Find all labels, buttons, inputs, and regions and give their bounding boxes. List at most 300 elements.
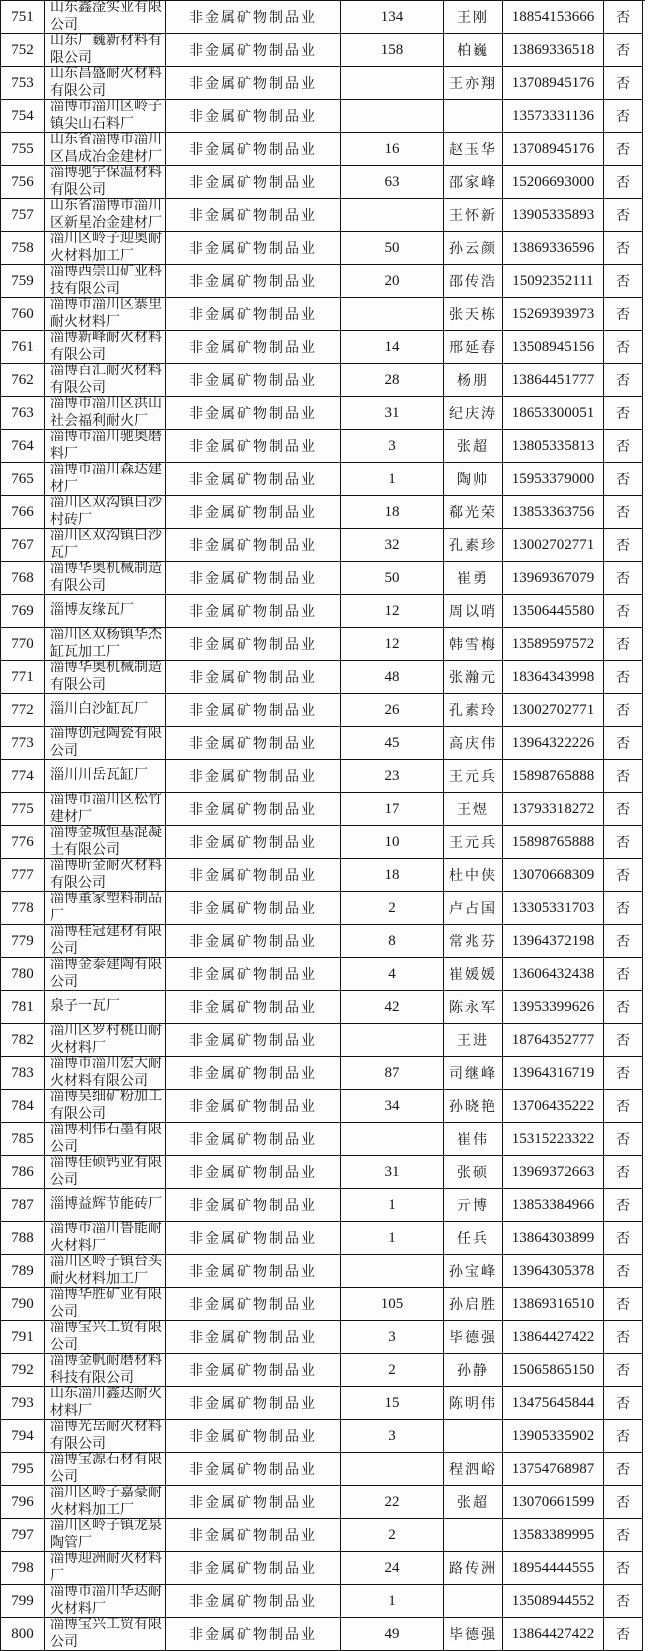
industry-label: 非金属矿物制品业 <box>189 1595 317 1610</box>
flag-cell <box>604 1255 643 1288</box>
industry-label: 非金属矿物制品业 <box>189 1166 317 1181</box>
company-name: 淄博华奥机械制造有限公司 <box>50 661 162 693</box>
contact-cell <box>444 1123 503 1156</box>
contact-cell <box>444 496 503 529</box>
phone-number: 13964372198 <box>511 932 595 949</box>
company-cell <box>45 1453 166 1486</box>
industry-label: 非金属矿物制品业 <box>189 242 317 257</box>
row-number-cell <box>1 991 45 1024</box>
contact-cell <box>444 67 503 100</box>
industry-label: 非金属矿物制品业 <box>189 1628 317 1643</box>
flag-label: 否 <box>616 1265 630 1280</box>
industry-cell <box>166 991 341 1024</box>
phone-cell <box>503 232 604 265</box>
phone-number: 13508944552 <box>511 1592 595 1609</box>
contact-cell <box>444 1453 503 1486</box>
employee-count: 12 <box>384 602 400 619</box>
flag-label: 否 <box>616 869 630 884</box>
row-number-cell <box>1 166 45 199</box>
row-number: 788 <box>11 1229 34 1246</box>
table-row <box>1 1 645 34</box>
contact-cell <box>444 760 503 793</box>
flag-label: 否 <box>616 1067 630 1082</box>
row-number-cell <box>1 958 45 991</box>
company-cell <box>45 1123 166 1156</box>
contact-cell <box>444 727 503 760</box>
industry-label: 非金属矿物制品业 <box>189 176 317 191</box>
flag-cell <box>604 529 643 562</box>
company-cell <box>45 1189 166 1222</box>
phone-number: 13793318272 <box>511 800 595 817</box>
industry-cell <box>166 1354 341 1387</box>
industry-cell <box>166 628 341 661</box>
phone-cell <box>503 1453 604 1486</box>
flag-label: 否 <box>616 275 630 290</box>
row-number-cell <box>1 67 45 100</box>
employee-count-cell <box>341 958 444 991</box>
contact-name: 郗光荣 <box>449 506 497 521</box>
industry-label: 非金属矿物制品业 <box>189 110 317 125</box>
row-number: 780 <box>11 965 34 982</box>
row-number-cell <box>1 1255 45 1288</box>
flag-cell <box>604 1486 643 1519</box>
contact-cell <box>444 1255 503 1288</box>
flag-cell <box>604 100 643 133</box>
employee-count-cell <box>341 760 444 793</box>
row-number-cell <box>1 1387 45 1420</box>
row-number-cell <box>1 529 45 562</box>
contact-name: 柏巍 <box>457 44 489 59</box>
company-cell <box>45 298 166 331</box>
contact-name: 韩雪梅 <box>449 638 497 653</box>
employee-count-cell <box>341 1321 444 1354</box>
phone-cell <box>503 1222 604 1255</box>
row-number: 798 <box>11 1559 34 1576</box>
row-number: 763 <box>11 404 34 421</box>
phone-cell <box>503 1 604 34</box>
industry-label: 非金属矿物制品业 <box>189 1529 317 1544</box>
employee-count-cell <box>341 1123 444 1156</box>
contact-cell <box>444 793 503 826</box>
flag-cell <box>604 694 643 727</box>
contact-name: 孙静 <box>457 1364 489 1379</box>
employee-count: 1 <box>388 1592 396 1609</box>
phone-cell <box>503 397 604 430</box>
flag-label: 否 <box>616 1529 630 1544</box>
row-number-cell <box>1 826 45 859</box>
table-row <box>1 562 645 595</box>
employee-count: 1 <box>388 1229 396 1246</box>
company-cell <box>45 430 166 463</box>
employee-count-cell <box>341 1156 444 1189</box>
phone-number: 15206693000 <box>511 173 595 190</box>
phone-cell <box>503 1288 604 1321</box>
row-number: 772 <box>11 701 34 718</box>
employee-count: 63 <box>384 173 400 190</box>
row-number-cell <box>1 1321 45 1354</box>
industry-cell <box>166 1123 341 1156</box>
contact-name: 孙启胜 <box>449 1298 497 1313</box>
flag-label: 否 <box>616 242 630 257</box>
phone-number: 13869316510 <box>511 1295 595 1312</box>
employee-count: 18 <box>384 503 400 520</box>
employee-count: 17 <box>384 800 400 817</box>
table-row <box>1 826 645 859</box>
company-name: 淄博市淄川区洪山社会福利耐火厂 <box>50 397 162 429</box>
employee-count-cell <box>341 265 444 298</box>
industry-label: 非金属矿物制品业 <box>189 308 317 323</box>
table-row <box>1 793 645 826</box>
row-number-cell <box>1 760 45 793</box>
row-number-cell <box>1 1156 45 1189</box>
company-cell <box>45 1420 166 1453</box>
company-cell <box>45 1552 166 1585</box>
employee-count: 50 <box>384 569 400 586</box>
flag-label: 否 <box>616 1364 630 1379</box>
phone-cell <box>503 1255 604 1288</box>
table-row <box>1 34 645 67</box>
row-number-cell <box>1 925 45 958</box>
phone-number: 13002702771 <box>511 701 595 718</box>
company-cell <box>45 232 166 265</box>
flag-cell <box>604 1519 643 1552</box>
company-name: 淄博宝兴工贸有限公司 <box>50 1321 162 1353</box>
industry-cell <box>166 1255 341 1288</box>
row-number: 800 <box>11 1625 34 1642</box>
contact-cell <box>444 430 503 463</box>
industry-label: 非金属矿物制品业 <box>189 1067 317 1082</box>
company-name: 淄川区岭子镇龙泉陶管厂 <box>50 1519 162 1551</box>
phone-cell <box>503 430 604 463</box>
contact-cell <box>444 1156 503 1189</box>
company-name: 淄博佳硕钙业有限公司 <box>50 1156 162 1188</box>
company-name: 淄博桂冠建材有限公司 <box>50 925 162 957</box>
row-number-cell <box>1 232 45 265</box>
table-row <box>1 67 645 100</box>
phone-number: 13864451777 <box>511 371 595 388</box>
flag-label: 否 <box>616 1232 630 1247</box>
contact-name: 孔素玲 <box>449 704 497 719</box>
row-number: 781 <box>11 998 34 1015</box>
flag-label: 否 <box>616 1397 630 1412</box>
table-row <box>1 1354 645 1387</box>
phone-cell <box>503 529 604 562</box>
industry-cell <box>166 1420 341 1453</box>
row-number-cell <box>1 397 45 430</box>
row-number: 761 <box>11 338 34 355</box>
table-row <box>1 199 645 232</box>
table-row <box>1 991 645 1024</box>
contact-name: 崔媛媛 <box>449 968 497 983</box>
contact-name: 张超 <box>457 1496 489 1511</box>
row-number: 756 <box>11 173 34 190</box>
phone-cell <box>503 958 604 991</box>
employee-count-cell <box>341 199 444 232</box>
employee-count: 12 <box>384 635 400 652</box>
employee-count-cell <box>341 1420 444 1453</box>
industry-label: 非金属矿物制品业 <box>189 1001 317 1016</box>
company-name: 山东淄川鑫达耐火材料厂 <box>50 1387 162 1419</box>
employee-count-cell <box>341 1519 444 1552</box>
phone-cell <box>503 925 604 958</box>
phone-cell <box>503 199 604 232</box>
flag-label: 否 <box>616 803 630 818</box>
flag-label: 否 <box>616 968 630 983</box>
contact-name: 常兆芬 <box>449 935 497 950</box>
company-cell <box>45 1222 166 1255</box>
company-name: 山东鑫淦实业有限公司 <box>50 1 162 33</box>
contact-name: 孔素珍 <box>449 539 497 554</box>
employee-count-cell <box>341 727 444 760</box>
phone-cell <box>503 496 604 529</box>
phone-number: 13606432438 <box>511 965 595 982</box>
row-number: 795 <box>11 1460 34 1477</box>
industry-label: 非金属矿物制品业 <box>189 209 317 224</box>
phone-number: 13969372663 <box>511 1163 595 1180</box>
company-cell <box>45 364 166 397</box>
employee-count: 16 <box>384 140 400 157</box>
phone-number: 13708945176 <box>511 74 595 91</box>
industry-label: 非金属矿物制品业 <box>189 1496 317 1511</box>
contact-cell <box>444 331 503 364</box>
row-number: 765 <box>11 470 34 487</box>
row-number-cell <box>1 1354 45 1387</box>
flag-cell <box>604 364 643 397</box>
flag-cell <box>604 1552 643 1585</box>
phone-number: 13508945156 <box>511 338 595 355</box>
industry-label: 非金属矿物制品业 <box>189 770 317 785</box>
company-name: 淄博昊细矿粉加工有限公司 <box>50 1090 162 1122</box>
company-name: 淄博宝源石材有限公司 <box>50 1453 162 1485</box>
company-name: 淄博昕金耐火材料有限公司 <box>50 859 162 891</box>
contact-name: 亓博 <box>457 1199 489 1214</box>
row-number: 760 <box>11 305 34 322</box>
row-number-cell <box>1 859 45 892</box>
phone-number: 13869336596 <box>511 239 595 256</box>
row-number: 782 <box>11 1031 34 1048</box>
contact-cell <box>444 364 503 397</box>
table-row <box>1 694 645 727</box>
employee-count: 87 <box>384 1064 400 1081</box>
industry-label: 非金属矿物制品业 <box>189 704 317 719</box>
row-number: 776 <box>11 833 34 850</box>
flag-cell <box>604 265 643 298</box>
table-row <box>1 1585 645 1618</box>
table-row <box>1 925 645 958</box>
row-number: 757 <box>11 206 34 223</box>
flag-label: 否 <box>616 1430 630 1445</box>
industry-cell <box>166 760 341 793</box>
phone-cell <box>503 1189 604 1222</box>
flag-label: 否 <box>616 1199 630 1214</box>
phone-cell <box>503 1090 604 1123</box>
contact-cell <box>444 1222 503 1255</box>
industry-cell <box>166 166 341 199</box>
table-row <box>1 1189 645 1222</box>
company-name: 淄博迎洲耐火材料厂 <box>50 1552 162 1584</box>
company-cell <box>45 1486 166 1519</box>
company-cell <box>45 1387 166 1420</box>
phone-cell <box>503 595 604 628</box>
phone-number: 13583389995 <box>511 1526 595 1543</box>
industry-label: 非金属矿物制品业 <box>189 1232 317 1247</box>
row-number-cell <box>1 1024 45 1057</box>
employee-count: 18 <box>384 866 400 883</box>
contact-name: 任兵 <box>457 1232 489 1247</box>
company-name: 淄博董家塑料制品厂 <box>50 892 162 924</box>
company-name: 山东省淄博市淄川区昌成冶金建材厂 <box>50 133 162 165</box>
industry-cell <box>166 1552 341 1585</box>
employee-count-cell <box>341 34 444 67</box>
company-name: 淄博华胜矿业有限公司 <box>50 1288 162 1320</box>
employee-count: 14 <box>384 338 400 355</box>
phone-number: 15092352111 <box>512 272 594 289</box>
phone-number: 13706435222 <box>511 1097 595 1114</box>
flag-cell <box>604 1420 643 1453</box>
row-number: 759 <box>11 272 34 289</box>
row-number-cell <box>1 1288 45 1321</box>
row-number: 762 <box>11 371 34 388</box>
industry-label: 非金属矿物制品业 <box>189 902 317 917</box>
flag-label: 否 <box>616 1595 630 1610</box>
contact-cell <box>444 34 503 67</box>
row-number: 792 <box>11 1361 34 1378</box>
phone-cell <box>503 1156 604 1189</box>
employee-count: 48 <box>384 668 400 685</box>
flag-cell <box>604 595 643 628</box>
industry-label: 非金属矿物制品业 <box>189 143 317 158</box>
employee-count-cell <box>341 925 444 958</box>
employee-count-cell <box>341 661 444 694</box>
row-number-cell <box>1 595 45 628</box>
company-name: 淄博市淄川华达耐火材料厂 <box>50 1585 162 1617</box>
phone-number: 13969367079 <box>511 569 595 586</box>
phone-cell <box>503 1024 604 1057</box>
contact-cell <box>444 232 503 265</box>
phone-cell <box>503 694 604 727</box>
company-name: 淄博驰宇保温材料有限公司 <box>50 166 162 198</box>
phone-cell <box>503 364 604 397</box>
phone-cell <box>503 991 604 1024</box>
company-name: 淄博金帆耐磨材料科技有限公司 <box>50 1354 162 1386</box>
phone-cell <box>503 859 604 892</box>
phone-number: 13864303899 <box>511 1229 595 1246</box>
flag-label: 否 <box>616 1034 630 1049</box>
flag-cell <box>604 331 643 364</box>
row-number: 773 <box>11 734 34 751</box>
industry-label: 非金属矿物制品业 <box>189 605 317 620</box>
row-number-cell <box>1 364 45 397</box>
table-row <box>1 430 645 463</box>
employee-count: 50 <box>384 239 400 256</box>
table-row <box>1 1486 645 1519</box>
employee-count: 23 <box>384 767 400 784</box>
flag-label: 否 <box>616 506 630 521</box>
industry-label: 非金属矿物制品业 <box>189 1199 317 1214</box>
contact-name: 张天栋 <box>449 308 497 323</box>
company-name: 淄博益辉节能砖厂 <box>50 1197 162 1212</box>
employee-count: 15 <box>384 1394 400 1411</box>
row-number-cell <box>1 430 45 463</box>
contact-cell <box>444 958 503 991</box>
phone-cell <box>503 1123 604 1156</box>
industry-label: 非金属矿物制品业 <box>189 539 317 554</box>
employee-count: 1 <box>388 1196 396 1213</box>
company-cell <box>45 67 166 100</box>
employee-count: 134 <box>380 8 404 25</box>
flag-label: 否 <box>616 77 630 92</box>
row-number-cell <box>1 1189 45 1222</box>
company-name: 淄川川岳瓦缸厂 <box>50 768 148 783</box>
phone-number: 15315223322 <box>511 1130 595 1147</box>
table-row <box>1 628 645 661</box>
employee-count-cell <box>341 331 444 364</box>
company-name: 淄博市淄川宏大耐火材料有限公司 <box>50 1057 162 1089</box>
contact-name: 王怀新 <box>449 209 497 224</box>
row-number: 774 <box>11 767 34 784</box>
phone-number: 18364343998 <box>511 668 595 685</box>
company-cell <box>45 793 166 826</box>
contact-cell <box>444 1189 503 1222</box>
employee-count-cell <box>341 1387 444 1420</box>
contact-name: 王亦翔 <box>449 77 497 92</box>
phone-number: 15898765888 <box>511 767 595 784</box>
row-number: 769 <box>11 602 34 619</box>
employee-count-cell <box>341 1486 444 1519</box>
row-number: 751 <box>11 8 34 25</box>
flag-cell <box>604 34 643 67</box>
employee-count-cell <box>341 1552 444 1585</box>
row-number-cell <box>1 331 45 364</box>
company-name: 淄川区岭子镇台头耐火材料加工厂 <box>50 1255 162 1287</box>
company-cell <box>45 859 166 892</box>
flag-cell <box>604 166 643 199</box>
table-row <box>1 496 645 529</box>
employee-count-cell <box>341 67 444 100</box>
flag-label: 否 <box>616 1463 630 1478</box>
industry-label: 非金属矿物制品业 <box>189 968 317 983</box>
row-number: 779 <box>11 932 34 949</box>
table-row <box>1 1288 645 1321</box>
employee-count: 158 <box>380 41 404 58</box>
company-cell <box>45 100 166 133</box>
employee-count-cell <box>341 133 444 166</box>
row-number: 789 <box>11 1262 34 1279</box>
phone-cell <box>503 1321 604 1354</box>
company-cell <box>45 1156 166 1189</box>
industry-cell <box>166 67 341 100</box>
table-row <box>1 133 645 166</box>
industry-cell <box>166 595 341 628</box>
industry-label: 非金属矿物制品业 <box>189 473 317 488</box>
flag-label: 否 <box>616 1100 630 1115</box>
contact-cell <box>444 1387 503 1420</box>
company-cell <box>45 133 166 166</box>
table-row <box>1 1222 645 1255</box>
table-row <box>1 298 645 331</box>
table-row <box>1 1090 645 1123</box>
contact-name: 孙宝峰 <box>449 1265 497 1280</box>
phone-cell <box>503 67 604 100</box>
industry-label: 非金属矿物制品业 <box>189 1463 317 1478</box>
flag-label: 否 <box>616 572 630 587</box>
company-name: 淄川区双沟镇白沙村砖厂 <box>50 496 162 528</box>
company-cell <box>45 1618 166 1651</box>
row-number-cell <box>1 463 45 496</box>
table-row <box>1 727 645 760</box>
contact-cell <box>444 397 503 430</box>
industry-cell <box>166 1618 341 1651</box>
